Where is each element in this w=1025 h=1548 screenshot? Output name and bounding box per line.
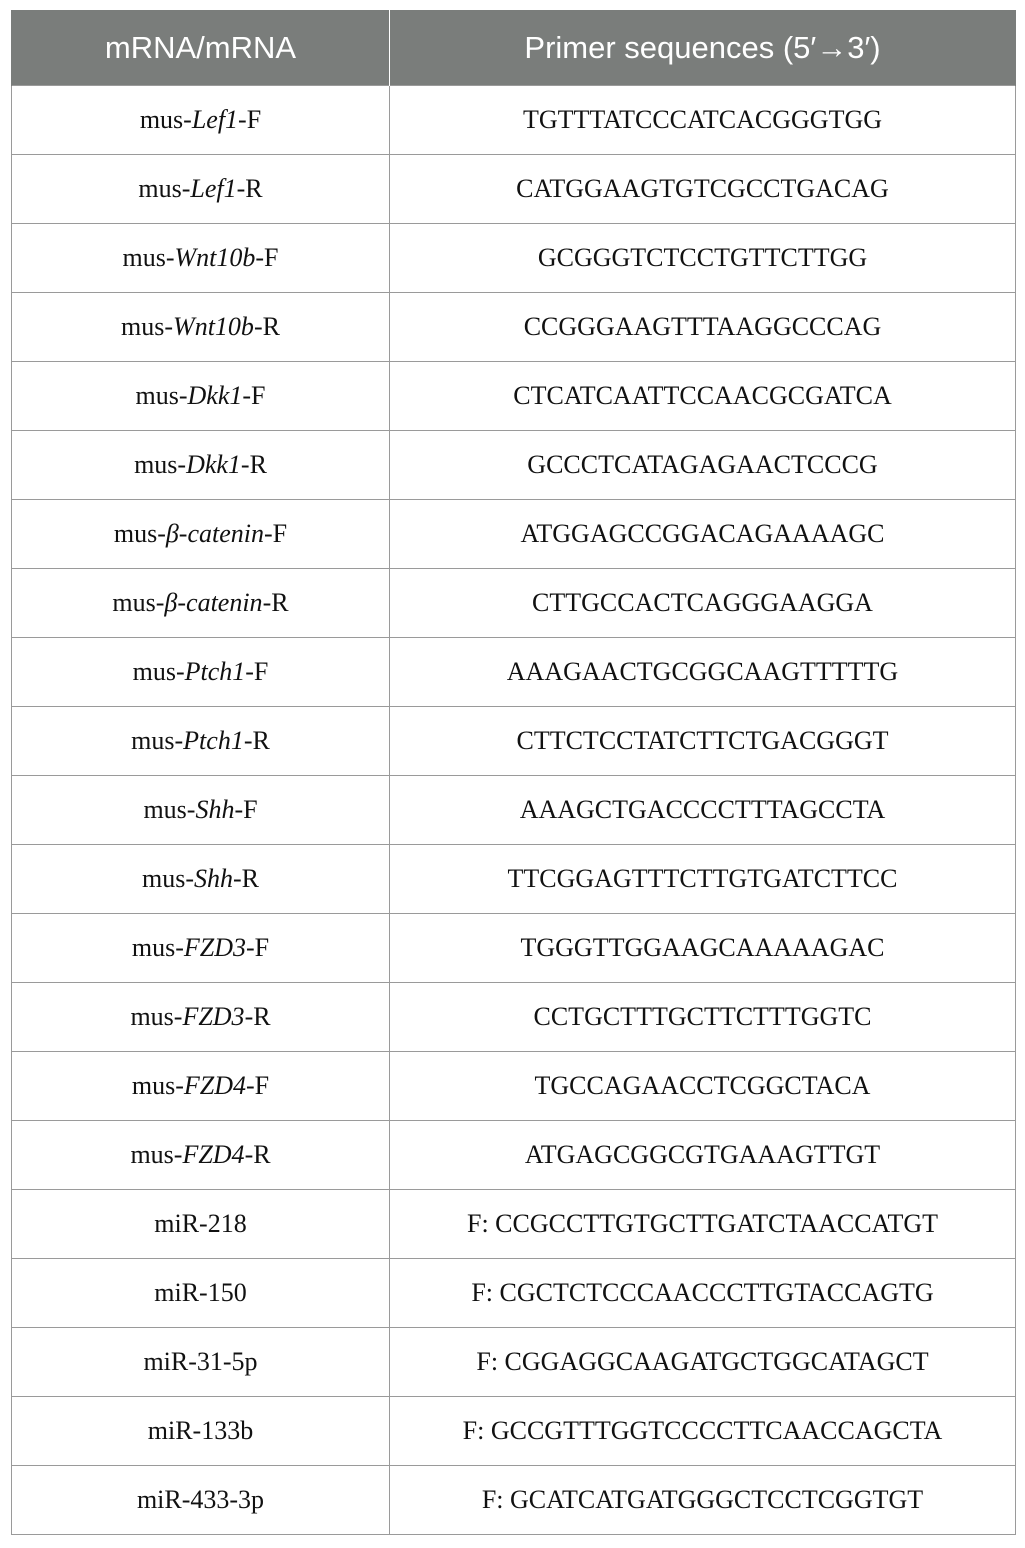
species-prefix: mus- (138, 174, 191, 203)
primer-table-container (11, 10, 1015, 1535)
species-prefix: mus- (142, 864, 194, 893)
table-row (12, 1121, 1016, 1190)
primer-name-cell (12, 1121, 390, 1190)
primer-name-cell (12, 500, 390, 569)
direction-suffix: -R (244, 1140, 271, 1169)
direction-suffix: -F (234, 795, 258, 824)
primer-sequence-cell: F: GCATCATGATGGGCTCCTCGGTGT (390, 1466, 1016, 1535)
table-row (12, 983, 1016, 1052)
direction-suffix: -R (236, 174, 263, 203)
direction-suffix: -F (245, 657, 269, 686)
header-sequence: Primer sequences (5′→3′) (390, 10, 1016, 86)
table-row (12, 293, 1016, 362)
table-row (12, 224, 1016, 293)
primer-sequence-cell: F: GCCGTTTGGTCCCCTTCAACCAGCTA (390, 1397, 1016, 1466)
species-prefix: mus- (135, 381, 188, 410)
gene-name: FZD4 (183, 1071, 246, 1100)
direction-suffix: -F (255, 243, 279, 272)
primer-name-cell (12, 431, 390, 500)
primer-sequence-cell: TGTTTATCCCATCACGGGTGG (390, 86, 1016, 155)
primer-name-cell (12, 362, 390, 431)
primer-name-cell (12, 983, 390, 1052)
gene-name: FZD3 (182, 1002, 245, 1031)
table-body (12, 86, 1016, 1535)
primer-name-cell (12, 569, 390, 638)
direction-suffix: -F (264, 519, 288, 548)
primer-name: miR-218 (154, 1209, 247, 1238)
primer-sequence-cell: F: CGCTCTCCCAACCCTTGTACCAGTG (390, 1259, 1016, 1328)
primer-name-cell (12, 293, 390, 362)
gene-name: Ptch1 (183, 726, 244, 755)
primer-name-cell (12, 1466, 390, 1535)
table-row (12, 86, 1016, 155)
table-row (12, 1466, 1016, 1535)
primer-name: miR-31-5p (143, 1347, 258, 1376)
primer-sequence-cell: CTTGCCACTCAGGGAAGGA (390, 569, 1016, 638)
table-row (12, 362, 1016, 431)
primer-name-cell (12, 224, 390, 293)
species-prefix: mus- (121, 312, 174, 341)
header-name: mRNA/mRNA (12, 10, 390, 86)
species-prefix: mus- (143, 795, 196, 824)
species-prefix: mus- (132, 657, 185, 686)
table-row (12, 1259, 1016, 1328)
primer-name-cell (12, 914, 390, 983)
primer-sequence-cell: ATGAGCGGCGTGAAAGTTGT (390, 1121, 1016, 1190)
gene-name: Wnt10b (173, 312, 254, 341)
primer-name-cell (12, 638, 390, 707)
table-row (12, 1397, 1016, 1466)
primer-sequence-cell: CCTGCTTTGCTTCTTTGGTC (390, 983, 1016, 1052)
primer-name: miR-433-3p (136, 1485, 265, 1514)
primer-sequence-cell: F: CCGCCTTGTGCTTGATCTAACCATGT (390, 1190, 1016, 1259)
primer-sequence-cell: AAAGCTGACCCCTTTAGCCTA (390, 776, 1016, 845)
table-row (12, 155, 1016, 224)
primer-sequence-cell: GCCCTCATAGAGAACTCCCG (390, 431, 1016, 500)
direction-suffix: -F (246, 933, 270, 962)
gene-name: Shh (194, 864, 233, 893)
primer-sequence-cell: F: CGGAGGCAAGATGCTGGCATAGCT (390, 1328, 1016, 1397)
primer-sequence-cell: TGCCAGAACCTCGGCTACA (390, 1052, 1016, 1121)
gene-name: Lef1 (190, 174, 237, 203)
table-row (12, 914, 1016, 983)
table-row (12, 638, 1016, 707)
primer-name-cell (12, 1052, 390, 1121)
primer-sequence-cell: CATGGAAGTGTCGCCTGACAG (390, 155, 1016, 224)
direction-suffix: -R (233, 864, 259, 893)
species-prefix: mus- (134, 450, 187, 479)
primer-name-cell (12, 845, 390, 914)
gene-name: Ptch1 (184, 657, 246, 686)
direction-suffix: -R (253, 312, 280, 341)
direction-suffix: -F (242, 381, 266, 410)
gene-name: Dkk1 (186, 450, 241, 479)
table-row (12, 569, 1016, 638)
primer-name-cell (12, 155, 390, 224)
primer-sequence-cell: GCGGGTCTCCTGTTCTTGG (390, 224, 1016, 293)
primer-sequence-cell: CCGGGAAGTTTAAGGCCCAG (390, 293, 1016, 362)
species-prefix: mus- (122, 243, 175, 272)
species-prefix: mus- (130, 1002, 183, 1031)
direction-suffix: -R (244, 1002, 271, 1031)
gene-name: Wnt10b (174, 243, 256, 272)
primer-sequence-cell: TTCGGAGTTTCTTGTGATCTTCC (390, 845, 1016, 914)
primer-sequence-cell: TGGGTTGGAAGCAAAAAGAC (390, 914, 1016, 983)
primer-name-cell (12, 1328, 390, 1397)
table-row (12, 1052, 1016, 1121)
direction-suffix: -R (243, 726, 270, 755)
species-prefix: mus- (113, 519, 166, 548)
gene-name: FZD4 (182, 1140, 245, 1169)
primer-sequence-cell: ATGGAGCCGGACAGAAAAGC (390, 500, 1016, 569)
direction-suffix: -R (240, 450, 267, 479)
table-row (12, 776, 1016, 845)
species-prefix: mus- (131, 1071, 184, 1100)
gene-name: Dkk1 (187, 381, 243, 410)
species-prefix: mus- (131, 933, 184, 962)
primer-name-cell (12, 1397, 390, 1466)
primer-name: miR-133b (147, 1416, 254, 1445)
gene-name: Lef1 (191, 105, 239, 134)
primer-sequence-cell: AAAGAACTGCGGCAAGTTTTTG (390, 638, 1016, 707)
species-prefix: mus- (139, 105, 192, 134)
gene-name: FZD3 (183, 933, 246, 962)
primer-name-cell (12, 1259, 390, 1328)
gene-name: β-catenin (164, 588, 263, 617)
table-row (12, 845, 1016, 914)
species-prefix: mus- (112, 588, 165, 617)
direction-suffix: -F (246, 1071, 270, 1100)
primer-name: miR-150 (154, 1278, 247, 1307)
primer-sequence-cell: CTCATCAATTCCAACGCGATCA (390, 362, 1016, 431)
primer-table (11, 10, 1016, 1535)
direction-suffix: -R (262, 588, 289, 617)
primer-sequence-cell: CTTCTCCTATCTTCTGACGGGT (390, 707, 1016, 776)
gene-name: β-catenin (165, 519, 264, 548)
table-row (12, 707, 1016, 776)
table-row (12, 1328, 1016, 1397)
table-row (12, 1190, 1016, 1259)
species-prefix: mus- (131, 726, 184, 755)
table-row (12, 431, 1016, 500)
header-row (12, 10, 1016, 86)
primer-name-cell (12, 1190, 390, 1259)
primer-name-cell (12, 86, 390, 155)
species-prefix: mus- (130, 1140, 183, 1169)
primer-name-cell (12, 707, 390, 776)
table-header (12, 10, 1016, 86)
primer-name-cell (12, 776, 390, 845)
direction-suffix: -F (238, 105, 262, 134)
gene-name: Shh (195, 795, 235, 824)
table-row (12, 500, 1016, 569)
